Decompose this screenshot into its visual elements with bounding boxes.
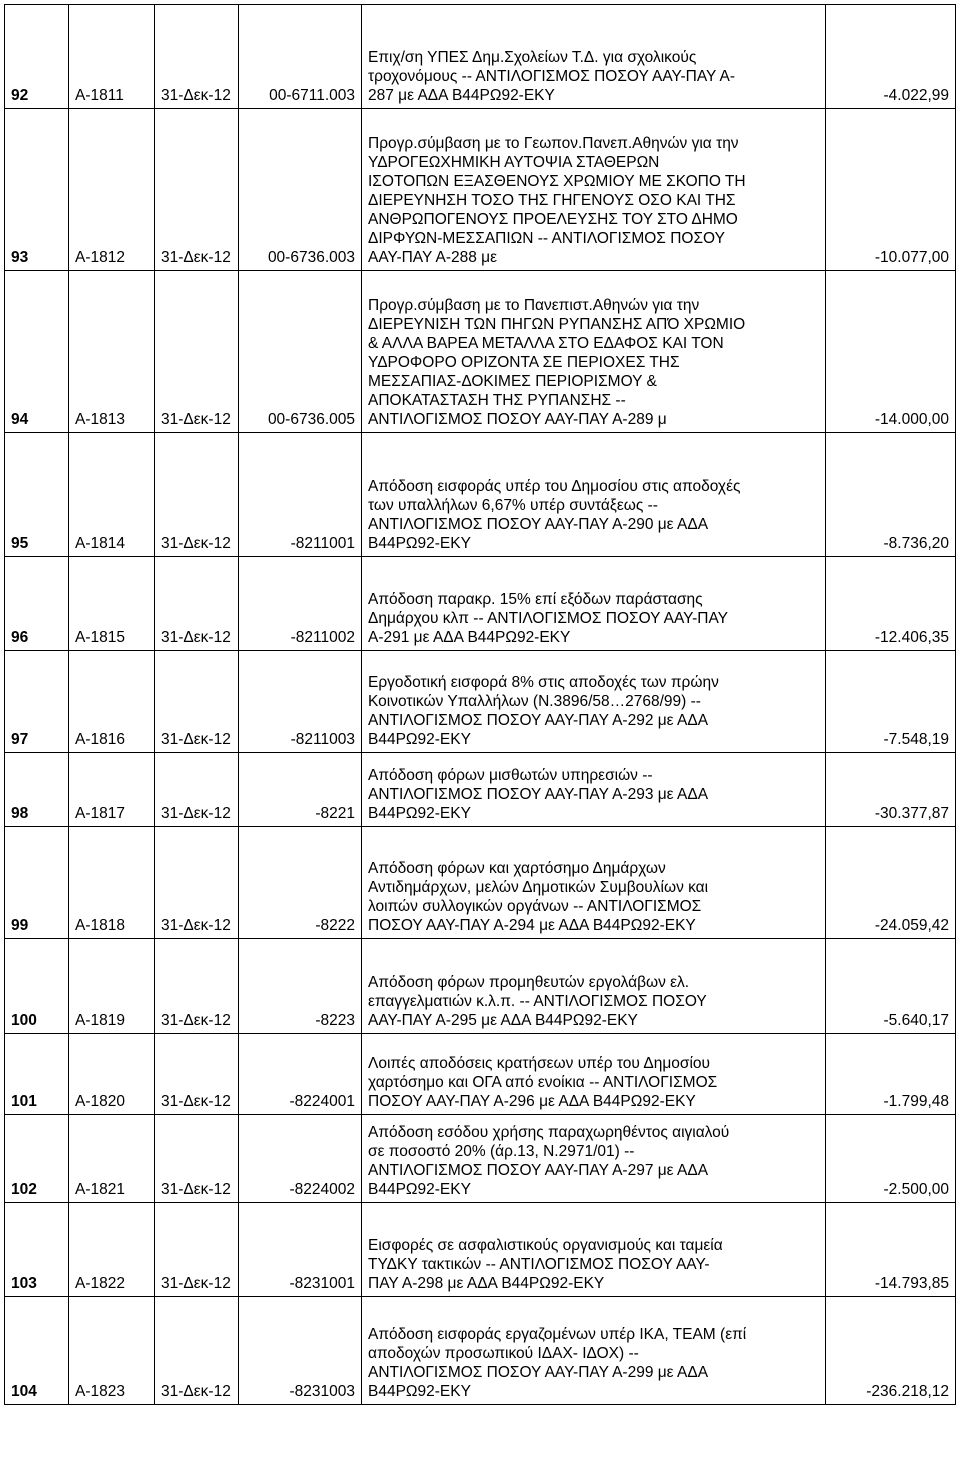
table-row bbox=[5, 939, 956, 1034]
entry-description: Προγρ.σύμβαση με το Γεωπον.Πανεπ.Αθηνών για την ΥΔΡΟΓΕΩΧΗΜΙΚΗ ΑΥΤΟΨΙΑ ΣΤΑΘΕΡΩΝ ΙΣΟΤΟΠΩΝ ΕΞΑΣΘΕΝΟΥΣ ΧΡΩΜΙΟΥ ΜΕ ΣΚΟΠΟ ΤΗ ΔΙΕΡΕΥΝΗΣΗ ΤΟΣΟ ΤΗΣ ΓΗΓΕΝΟΥΣ ΟΣΟ ΚΑΙ ΤΗΣ ΑΝΘΡΩΠΟΓΕΝΟΥΣ ΠΡΟΕΛΕΥΣΗΣ ΤΟΥ ΣΤΟ ΔΗΜΟ ΔΙΡΦΥΩΝ-ΜΕΣΣΑΠΙΩΝ -- ΑΝΤΙΛΟΓΙΣΜΟΣ ΠΟΣΟΥ ΑΑΥ-ΠΑΥ Α-288 με bbox=[362, 109, 826, 271]
voucher-ref: Α-1811 bbox=[69, 5, 155, 109]
account-code: -8211003 bbox=[239, 651, 362, 753]
entry-description: Απόδοση φόρων προμηθευτών εργολάβων ελ. επαγγελματιών κ.λ.π. -- ΑΝΤΙΛΟΓΙΣΜΟΣ ΠΟΣΟΥ ΑΑΥ-ΠΑΥ Α-295 με ΑΔΑ Β44ΡΩ92-ΕΚΥ bbox=[362, 939, 826, 1034]
entry-number: 93 bbox=[5, 109, 69, 271]
entry-date: 31-Δεκ-12 bbox=[155, 1034, 239, 1115]
entry-date: 31-Δεκ-12 bbox=[155, 5, 239, 109]
entry-amount: -2.500,00 bbox=[826, 1115, 956, 1203]
entry-number: 100 bbox=[5, 939, 69, 1034]
entry-date: 31-Δεκ-12 bbox=[155, 1203, 239, 1297]
account-code: -8222 bbox=[239, 827, 362, 939]
voucher-ref: Α-1823 bbox=[69, 1297, 155, 1405]
entry-number: 97 bbox=[5, 651, 69, 753]
entry-amount: -10.077,00 bbox=[826, 109, 956, 271]
entry-number: 96 bbox=[5, 557, 69, 651]
entry-description: Απόδοση παρακρ. 15% επί εξόδων παράστασης Δημάρχου κλπ -- ΑΝΤΙΛΟΓΙΣΜΟΣ ΠΟΣΟΥ ΑΑΥ-ΠΑΥ Α-291 με ΑΔΑ Β44ΡΩ92-ΕΚΥ bbox=[362, 557, 826, 651]
entry-amount: -7.548,19 bbox=[826, 651, 956, 753]
entry-amount: -236.218,12 bbox=[826, 1297, 956, 1405]
voucher-ref: Α-1815 bbox=[69, 557, 155, 651]
entry-description: Εργοδοτική εισφορά 8% στις αποδοχές των πρώην Κοινοτικών Υπαλλήλων (Ν.3896/58…2768/99) -- ΑΝΤΙΛΟΓΙΣΜΟΣ ΠΟΣΟΥ ΑΑΥ-ΠΑΥ Α-292 με ΑΔΑ Β44ΡΩ92-ΕΚΥ bbox=[362, 651, 826, 753]
entry-amount: -5.640,17 bbox=[826, 939, 956, 1034]
account-code: 00-6736.005 bbox=[239, 271, 362, 433]
voucher-ref: Α-1822 bbox=[69, 1203, 155, 1297]
table-row bbox=[5, 651, 956, 753]
entry-number: 104 bbox=[5, 1297, 69, 1405]
entry-date: 31-Δεκ-12 bbox=[155, 939, 239, 1034]
entry-number: 95 bbox=[5, 433, 69, 557]
entry-amount: -4.022,99 bbox=[826, 5, 956, 109]
entry-date: 31-Δεκ-12 bbox=[155, 557, 239, 651]
table-row bbox=[5, 109, 956, 271]
account-code: 00-6736.003 bbox=[239, 109, 362, 271]
entry-amount: -12.406,35 bbox=[826, 557, 956, 651]
voucher-ref: Α-1821 bbox=[69, 1115, 155, 1203]
ledger-table bbox=[4, 4, 956, 1405]
table-row bbox=[5, 557, 956, 651]
account-code: -8223 bbox=[239, 939, 362, 1034]
entry-date: 31-Δεκ-12 bbox=[155, 271, 239, 433]
table-row bbox=[5, 271, 956, 433]
voucher-ref: Α-1814 bbox=[69, 433, 155, 557]
entry-description: Προγρ.σύμβαση με το Πανεπιστ.Αθηνών για την ΔΙΕΡΕΥΝΙΣΗ ΤΩΝ ΠΗΓΩΝ ΡΥΠΑΝΣΗΣ ΑΠΌ ΧΡΩΜΙΟ & ΑΛΛΑ ΒΑΡΕΑ ΜΕΤΑΛΛΑ ΣΤΟ ΕΔΑΦΟΣ ΚΑΙ ΤΟΝ ΥΔΡΟΦΟΡΟ ΟΡΙΖΟΝΤΑ ΣΕ ΠΕΡΙΟΧΕΣ ΤΗΣ ΜΕΣΣΑΠΙΑΣ-ΔΟΚΙΜΕΣ ΠΕΡΙΟΡΙΣΜΟΥ & ΑΠΟΚΑΤΑΣΤΑΣΗ ΤΗΣ ΡΥΠΑΝΣΗΣ -- ΑΝΤΙΛΟΓΙΣΜΟΣ ΠΟΣΟΥ ΑΑΥ-ΠΑΥ Α-289 μ bbox=[362, 271, 826, 433]
entry-number: 99 bbox=[5, 827, 69, 939]
account-code: 00-6711.003 bbox=[239, 5, 362, 109]
entry-number: 98 bbox=[5, 753, 69, 827]
entry-date: 31-Δεκ-12 bbox=[155, 109, 239, 271]
table-row bbox=[5, 827, 956, 939]
voucher-ref: Α-1819 bbox=[69, 939, 155, 1034]
entry-number: 103 bbox=[5, 1203, 69, 1297]
entry-description: Απόδοση φόρων και χαρτόσημο Δημάρχων Αντιδημάρχων, μελών Δημοτικών Συμβουλίων και λοιπών συλλογικών οργάνων -- ΑΝΤΙΛΟΓΙΣΜΟΣ ΠΟΣΟΥ ΑΑΥ-ΠΑΥ Α-294 με ΑΔΑ Β44ΡΩ92-ΕΚΥ bbox=[362, 827, 826, 939]
entry-number: 92 bbox=[5, 5, 69, 109]
account-code: -8211001 bbox=[239, 433, 362, 557]
entry-description: Επιχ/ση ΥΠΕΣ Δημ.Σχολείων Τ.Δ. για σχολικούς τροχονόμους -- ΑΝΤΙΛΟΓΙΣΜΟΣ ΠΟΣΟΥ ΑΑΥ-ΠΑΥ Α- 287 με ΑΔΑ Β44ΡΩ92-ΕΚΥ bbox=[362, 5, 826, 109]
entry-amount: -14.793,85 bbox=[826, 1203, 956, 1297]
table-row bbox=[5, 1203, 956, 1297]
voucher-ref: Α-1818 bbox=[69, 827, 155, 939]
entry-number: 102 bbox=[5, 1115, 69, 1203]
account-code: -8211002 bbox=[239, 557, 362, 651]
entry-date: 31-Δεκ-12 bbox=[155, 1115, 239, 1203]
entry-description: Λοιπές αποδόσεις κρατήσεων υπέρ του Δημοσίου χαρτόσημο και ΟΓΑ από ενοίκια -- ΑΝΤΙΛΟΓΙΣΜΟΣ ΠΟΣΟΥ ΑΑΥ-ΠΑΥ Α-296 με ΑΔΑ Β44ΡΩ92-ΕΚΥ bbox=[362, 1034, 826, 1115]
entry-amount: -30.377,87 bbox=[826, 753, 956, 827]
account-code: -8224001 bbox=[239, 1034, 362, 1115]
voucher-ref: Α-1816 bbox=[69, 651, 155, 753]
entry-amount: -14.000,00 bbox=[826, 271, 956, 433]
entry-amount: -8.736,20 bbox=[826, 433, 956, 557]
table-row bbox=[5, 5, 956, 109]
entry-description: Απόδοση εισφοράς εργαζομένων υπέρ ΙΚΑ, ΤΕΑΜ (επί αποδοχών προσωπικού ΙΔΑΧ- ΙΔΟΧ) -- ΑΝΤΙΛΟΓΙΣΜΟΣ ΠΟΣΟΥ ΑΑΥ-ΠΑΥ Α-299 με ΑΔΑ Β44ΡΩ92-ΕΚΥ bbox=[362, 1297, 826, 1405]
entry-description: Απόδοση εισφοράς υπέρ του Δημοσίου στις αποδοχές των υπαλλήλων 6,67% υπέρ συντάξεως -- ΑΝΤΙΛΟΓΙΣΜΟΣ ΠΟΣΟΥ ΑΑΥ-ΠΑΥ Α-290 με ΑΔΑ Β44ΡΩ92-ΕΚΥ bbox=[362, 433, 826, 557]
entry-description: Εισφορές σε ασφαλιστικούς οργανισμούς και ταμεία ΤΥΔΚΥ τακτικών -- ΑΝΤΙΛΟΓΙΣΜΟΣ ΠΟΣΟΥ ΑΑΥ- ΠΑΥ Α-298 με ΑΔΑ Β44ΡΩ92-ΕΚΥ bbox=[362, 1203, 826, 1297]
account-code: -8231003 bbox=[239, 1297, 362, 1405]
entry-number: 94 bbox=[5, 271, 69, 433]
entry-description: Απόδοση εσόδου χρήσης παραχωρηθέντος αιγιαλού σε ποσοστό 20% (άρ.13, Ν.2971/01) -- ΑΝΤΙΛΟΓΙΣΜΟΣ ΠΟΣΟΥ ΑΑΥ-ΠΑΥ Α-297 με ΑΔΑ Β44ΡΩ92-ΕΚΥ bbox=[362, 1115, 826, 1203]
table-row bbox=[5, 1115, 956, 1203]
table-row bbox=[5, 1034, 956, 1115]
account-code: -8231001 bbox=[239, 1203, 362, 1297]
table-row bbox=[5, 753, 956, 827]
entry-number: 101 bbox=[5, 1034, 69, 1115]
entry-amount: -1.799,48 bbox=[826, 1034, 956, 1115]
voucher-ref: Α-1817 bbox=[69, 753, 155, 827]
table-row bbox=[5, 433, 956, 557]
entry-date: 31-Δεκ-12 bbox=[155, 753, 239, 827]
voucher-ref: Α-1812 bbox=[69, 109, 155, 271]
account-code: -8224002 bbox=[239, 1115, 362, 1203]
ledger-body bbox=[5, 5, 956, 1405]
account-code: -8221 bbox=[239, 753, 362, 827]
table-row bbox=[5, 1297, 956, 1405]
entry-date: 31-Δεκ-12 bbox=[155, 827, 239, 939]
voucher-ref: Α-1820 bbox=[69, 1034, 155, 1115]
entry-date: 31-Δεκ-12 bbox=[155, 651, 239, 753]
entry-date: 31-Δεκ-12 bbox=[155, 1297, 239, 1405]
voucher-ref: Α-1813 bbox=[69, 271, 155, 433]
entry-amount: -24.059,42 bbox=[826, 827, 956, 939]
entry-description: Απόδοση φόρων μισθωτών υπηρεσιών -- ΑΝΤΙΛΟΓΙΣΜΟΣ ΠΟΣΟΥ ΑΑΥ-ΠΑΥ Α-293 με ΑΔΑ Β44ΡΩ92-ΕΚΥ bbox=[362, 753, 826, 827]
entry-date: 31-Δεκ-12 bbox=[155, 433, 239, 557]
